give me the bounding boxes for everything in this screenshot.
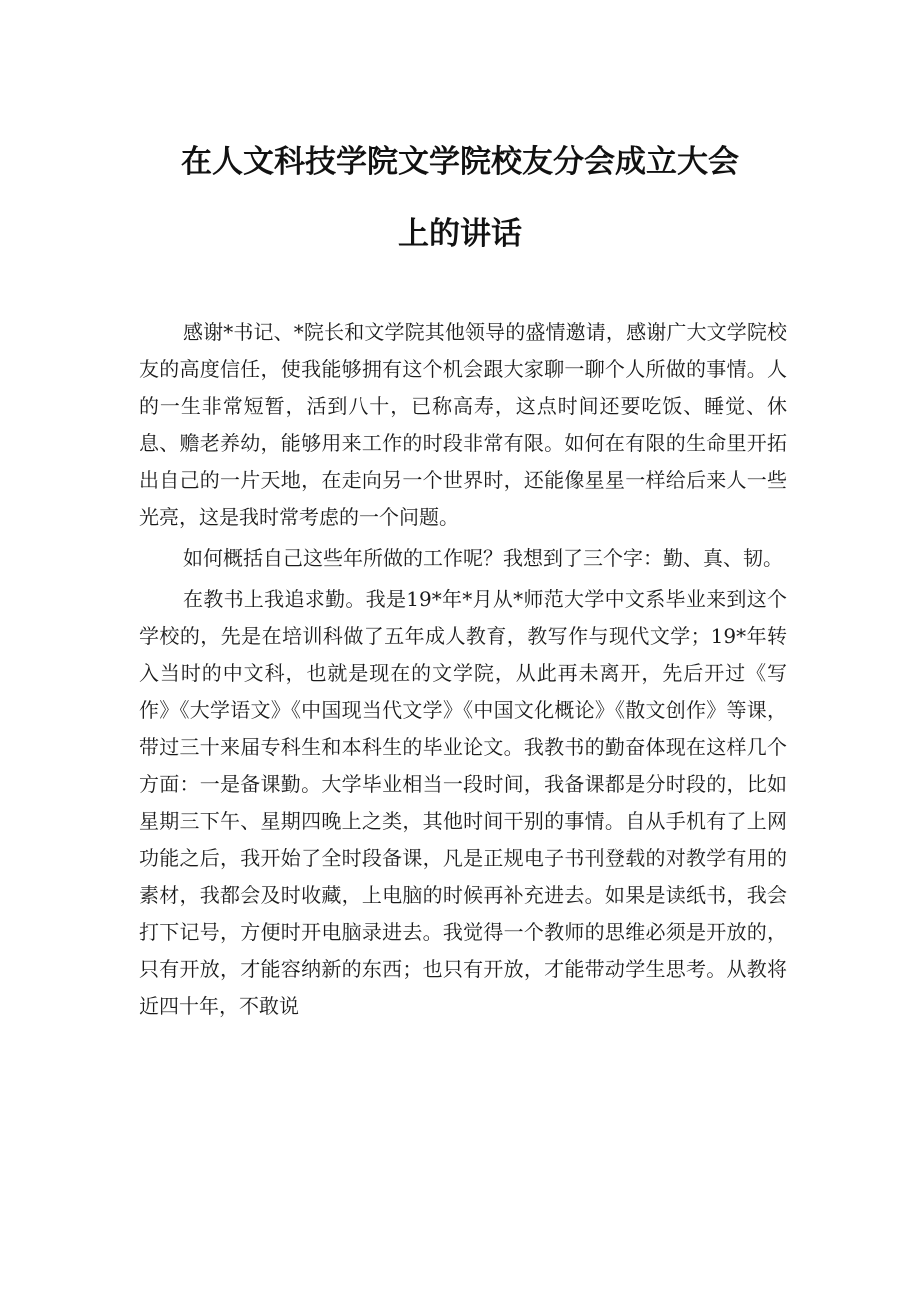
paragraph: 感谢*书记、*院长和文学院其他领导的盛情邀请，感谢广大文学院校友的高度信任，使我能够拥有这个机会跟大家聊一聊个人所做的事情。人的一生非常短暂，活到八十，已称高寿，这点时间还要吃饭、睡觉、休息、赡老养幼，能够用来工作的时段非常有限。如何在有限的生命里开拓出自己的一片天地，在走向另一个世界时，还能像星星一样给后来人一些光亮，这是我时常考虑的一个问题。 <box>139 320 787 529</box>
document-title-line-2: 上的讲话 <box>398 216 522 252</box>
document-title-line-1: 在人文科技学院文学院校友分会成立大会 <box>181 144 739 180</box>
paragraph: 在教书上我追求勤。我是19*年*月从*师范大学中文系毕业来到这个学校的，先是在培训科做了五年成人教育，教写作与现代文学；19*年转入当时的中文科，也就是现在的文学院，从此再未离开，先后开过《写作》《大学语文》《中国现当代文学》《中国文化概论》《散文创作》等课，带过三十来届专科生和本科生的毕业论文。我教书的勤奋体现在这样几个方面：一是备课勤。大学毕业相当一段时间，我备课都是分时段的，比如星期三下午、星期四晚上之类，其他时间干别的事情。自从手机有了上网功能之后，我开始了全时段备课，凡是正规电子书刊登载的对教学有用的素材，我都会及时收藏，上电脑的时候再补充进去。如果是读纸书，我会打下记号，方便时开电脑录进去。我觉得一个教师的思维必须是开放的，只有开放，才能容纳新的东西；也只有开放，才能带动学生思考。从教将近四十年，不敢说 <box>139 587 787 1018</box>
paragraph: 如何概括自己这些年所做的工作呢？我想到了三个字：勤、真、韧。 <box>183 546 783 570</box>
document-body <box>139 314 787 1025</box>
